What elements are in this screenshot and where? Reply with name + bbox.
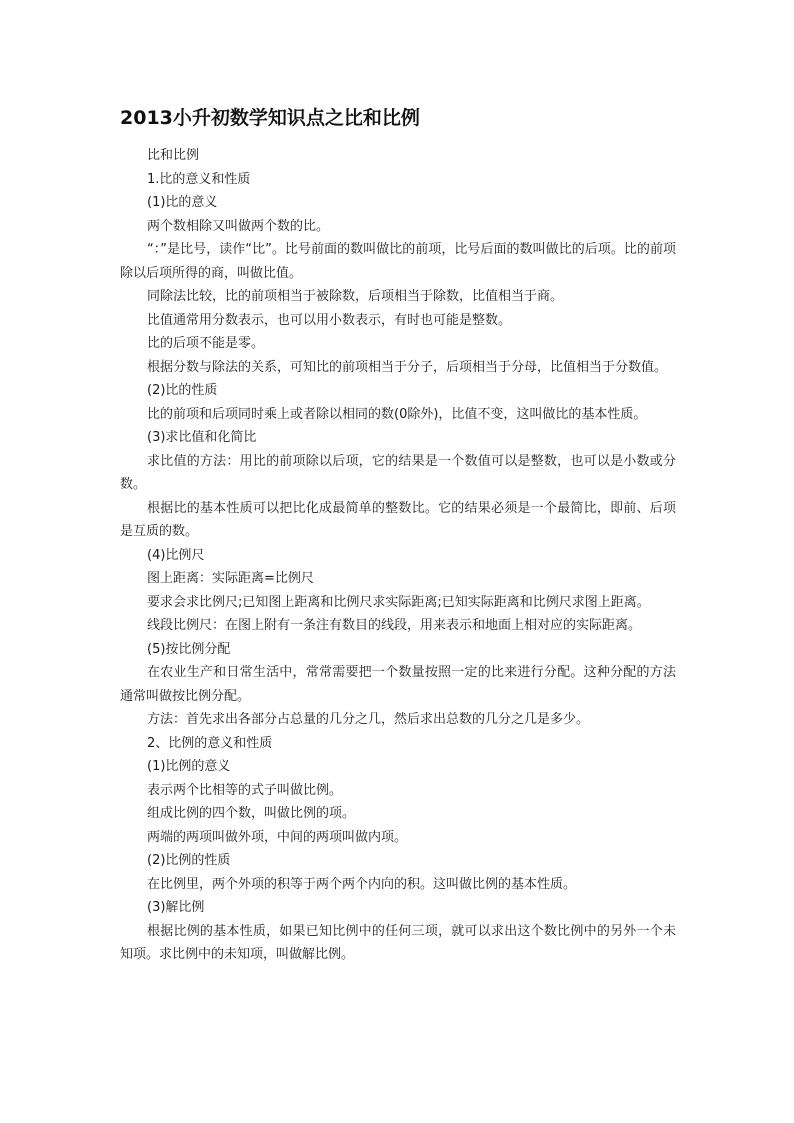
paragraph: (3)求比值和化简比	[147, 430, 257, 445]
paragraph: 根据比例的基本性质，如果已知比例中的任何三项，就可以求出这个数比例中的另外一个未知项。求比例中的未知项，叫做解比例。	[120, 923, 676, 962]
paragraph: (4)比例尺	[147, 547, 205, 563]
paragraph: 1.比的意义和性质	[147, 171, 251, 187]
paragraph: 方法：首先求出各部分占总量的几分之几，然后求出总数的几分之几是多少。	[147, 712, 590, 727]
paragraph: (2)比的性质	[147, 383, 218, 398]
paragraph: 线段比例尺：在图上附有一条注有数目的线段，用来表示和地面上相对应的实际距离。	[147, 618, 642, 633]
paragraph: 2、比例的意义和性质	[147, 735, 273, 751]
paragraph: 组成比例的四个数，叫做比例的项。	[147, 806, 356, 821]
document-body	[120, 144, 676, 967]
paragraph: (5)按比例分配	[147, 641, 231, 657]
paragraph: 两个数相除又叫做两个数的比。	[147, 218, 330, 234]
paragraph: 两端的两项叫做外项，中间的两项叫做内项。	[147, 829, 408, 845]
paragraph: 表示两个比相等的式子叫做比例。	[147, 782, 343, 798]
paragraph: (3)解比例	[147, 900, 205, 915]
paragraph: “：”是比号，读作“比”。比号前面的数叫做比的前项，比号后面的数叫做比的后项。比的前项除以后项所得的商，叫做比值。	[120, 242, 676, 281]
paragraph: 求比值的方法：用比的前项除以后项，它的结果是一个数值可以是整数，也可以是小数或分数。	[120, 453, 676, 492]
paragraph: (1)比例的意义	[147, 759, 231, 774]
paragraph: 比的前项和后项同时乘上或者除以相同的数(0除外)，比值不变，这叫做比的基本性质。	[147, 406, 647, 422]
paragraph: 比的后项不能是零。	[147, 336, 265, 351]
paragraph: 在比例里，两个外项的积等于两个两个内向的积。这叫做比例的基本性质。	[147, 876, 577, 892]
paragraph: (1)比的意义	[147, 195, 218, 210]
paragraph: 要求会求比例尺;已知图上距离和比例尺求实际距离;已知实际距离和比例尺求图上距离。	[147, 594, 650, 610]
paragraph: 在农业生产和日常生活中，常常需要把一个数量按照一定的比来进行分配。这种分配的方法通常叫做按比例分配。	[120, 665, 676, 704]
document-title: 2013小升初数学知识点之比和比例	[120, 107, 420, 129]
paragraph: (2)比例的性质	[147, 853, 231, 868]
document-page	[120, 104, 676, 967]
paragraph: 比和比例	[147, 148, 200, 163]
paragraph: 比值通常用分数表示，也可以用小数表示，有时也可能是整数。	[147, 312, 512, 328]
paragraph: 同除法比较，比的前项相当于被除数，后项相当于除数，比值相当于商。	[147, 289, 564, 304]
paragraph: 根据比的基本性质可以把比化成最简单的整数比。它的结果必须是一个最简比，即前、后项是互质的数。	[120, 500, 676, 539]
paragraph: 根据分数与除法的关系，可知比的前项相当于分子，后项相当于分母，比值相当于分数值。	[147, 359, 668, 375]
paragraph: 图上距离：实际距离=比例尺	[147, 571, 314, 586]
